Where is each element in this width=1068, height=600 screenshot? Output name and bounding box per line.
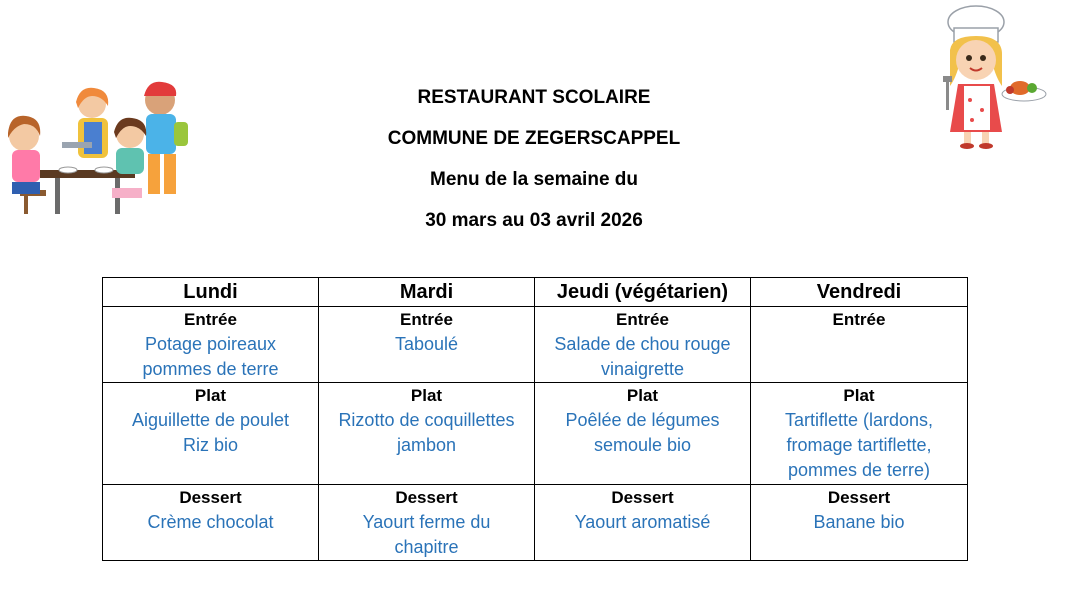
menu-cell-thursday <box>535 383 751 485</box>
menu-cell-monday <box>103 307 319 383</box>
menu-cell-thursday <box>535 485 751 561</box>
dish-line: chapitre <box>394 537 459 557</box>
menu-cell-friday <box>751 485 968 561</box>
dish-line: Banane bio <box>813 512 905 532</box>
dish-line: Crème chocolat <box>147 512 274 532</box>
menu-cell-friday <box>751 307 968 383</box>
day-header-row <box>103 278 968 307</box>
section-label: Plat <box>194 386 227 405</box>
restaurant-title: RESTAURANT SCOLAIRE <box>417 87 651 108</box>
day-header-friday: Vendredi <box>751 278 968 307</box>
section-label: Dessert <box>395 488 458 507</box>
menu-row-entree <box>103 307 968 383</box>
dish-line: pommes de terre <box>142 359 279 379</box>
dish-line: vinaigrette <box>600 359 685 379</box>
menu-cell-monday <box>103 485 319 561</box>
menu-cell-tuesday <box>319 307 535 383</box>
dish-line: Tartiflette (lardons, <box>784 410 934 430</box>
menu-cell-thursday <box>535 307 751 383</box>
section-label: Plat <box>410 386 443 405</box>
section-label: Dessert <box>611 488 674 507</box>
section-label: Plat <box>843 386 875 405</box>
menu-row-dessert <box>103 485 968 561</box>
dish-line: pommes de terre) <box>787 460 931 480</box>
section-label: Dessert <box>827 488 891 507</box>
dish-line: Riz bio <box>182 435 239 455</box>
dish-line: Taboulé <box>394 334 459 354</box>
menu-row-plat <box>103 383 968 485</box>
menu-cell-tuesday <box>319 485 535 561</box>
section-label: Entrée <box>832 310 886 329</box>
menu-cell-friday <box>751 383 968 485</box>
day-header-thursday: Jeudi (végétarien) <box>535 278 751 307</box>
dish-line: Salade de chou rouge <box>554 334 731 354</box>
commune-name: COMMUNE DE ZEGERSCAPPEL <box>387 128 681 149</box>
menu-date-range: 30 mars au 03 avril 2026 <box>425 210 643 231</box>
dish-line: fromage tartiflette, <box>786 435 932 455</box>
dish-line: Aiguillette de poulet <box>131 410 290 430</box>
dish-line: semoule bio <box>593 435 692 455</box>
section-label: Entrée <box>616 310 669 329</box>
weekly-menu-table <box>102 277 968 561</box>
dish-line: Rizotto de coquillettes <box>338 410 515 430</box>
menu-cell-monday <box>103 383 319 485</box>
day-header-tuesday: Mardi <box>319 278 535 307</box>
dish-line: Potage poireaux <box>144 334 277 354</box>
chef-girl-illustration <box>940 2 1050 150</box>
section-label: Entrée <box>400 310 453 329</box>
section-label: Plat <box>626 386 659 405</box>
section-label: Entrée <box>184 310 237 329</box>
dish-line: Poêlée de légumes <box>565 410 720 430</box>
dish-line: Yaourt ferme du <box>362 512 491 532</box>
children-eating-illustration <box>0 78 195 220</box>
menu-week-label: Menu de la semaine du <box>430 169 638 190</box>
dish-line: jambon <box>396 435 457 455</box>
menu-cell-tuesday <box>319 383 535 485</box>
dish-line: Yaourt aromatisé <box>574 512 711 532</box>
day-header-monday: Lundi <box>103 278 319 307</box>
menu-header <box>334 84 734 248</box>
section-label: Dessert <box>179 488 242 507</box>
